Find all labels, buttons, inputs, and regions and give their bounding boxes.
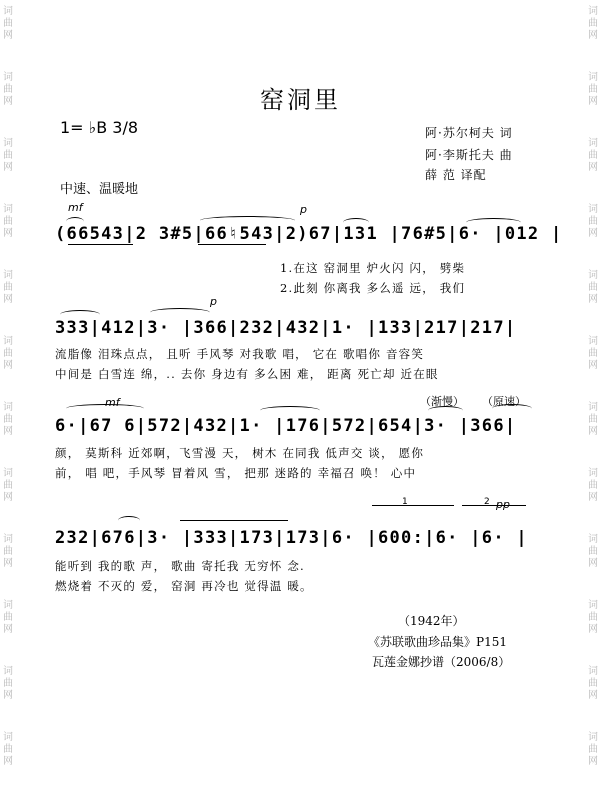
- notation-line: (66543|2 3#5|66♮543|2)67|131 |76#5|6· |012 |: [55, 224, 563, 244]
- watermark-text: 词 曲 网: [3, 534, 13, 569]
- watermark-text: 词 曲 网: [3, 402, 13, 437]
- watermark-text: 词 曲 网: [3, 72, 13, 107]
- volta-1-label: 1: [402, 497, 408, 507]
- tempo-restore: （原速）: [482, 395, 526, 408]
- dynamic-p: p: [210, 295, 217, 308]
- transcriber-note: 瓦莲金娜抄谱（2006/8）: [372, 655, 511, 669]
- watermark-text: 词 曲 网: [588, 534, 598, 569]
- lyric-verse-2: 燃烧着 不灭的 爱， 窑洞 再冷也 觉得温 暖。: [55, 579, 313, 593]
- watermark-text: 词 曲 网: [3, 666, 13, 701]
- watermark-text: 词 曲 网: [3, 468, 13, 503]
- dynamic-mf: mf: [68, 201, 83, 214]
- watermark-text: 词 曲 网: [588, 600, 598, 635]
- slur: [260, 406, 320, 415]
- notation-line: 232|676|3· |333|173|173|6· |600:|6· |6· |: [55, 528, 528, 548]
- lyric-verse-1: 颜， 莫斯科 近郊啊，飞雪漫 天， 树木 在同我 低声交 谈， 愿你: [55, 446, 425, 460]
- composer-credit: 阿·李斯托夫 曲: [425, 148, 513, 162]
- watermark-text: 词 曲 网: [3, 6, 13, 41]
- watermark-text: 词 曲 网: [588, 270, 598, 305]
- volta-2-label: 2: [484, 497, 490, 507]
- notation-line: 6·|67 6|572|432|1· |176|572|654|3· |366|: [55, 416, 517, 436]
- lyricist-credit: 阿·苏尔柯夫 词: [425, 126, 513, 140]
- lyric-verse-1: 1.在这 窑洞里 炉火闪 闪， 劈柴: [280, 261, 466, 275]
- key-signature: 1= ♭B 3/8: [60, 118, 139, 137]
- watermark-text: 词 曲 网: [3, 600, 13, 635]
- lyric-verse-1: 能听到 我的歌 声， 歌曲 寄托我 无穷怀 念.: [55, 559, 305, 573]
- watermark-text: 词 曲 网: [588, 402, 598, 437]
- tempo-slowing: （渐慢）: [420, 395, 464, 408]
- lyric-verse-2: 2.此刻 你离我 多么遥 远， 我们: [280, 281, 466, 295]
- watermark-text: 词 曲 网: [588, 72, 598, 107]
- translator-credit: 薛 范 译配: [425, 168, 487, 182]
- slur: [150, 308, 210, 317]
- song-title: 窑洞里: [260, 86, 341, 114]
- lyric-verse-2: 中间是 白雪连 绵，.. 去你 身边有 多么困 难， 距离 死亡却 近在眼: [55, 367, 439, 381]
- lyric-verse-2: 前， 唱 吧，手风琴 冒着风 雪， 把那 迷路的 幸福召 唤！ 心中: [55, 466, 417, 480]
- slur: [66, 404, 144, 413]
- beam: [68, 244, 133, 245]
- watermark-text: 词 曲 网: [588, 6, 598, 41]
- source-citation: 《苏联歌曲珍品集》P151: [368, 635, 507, 649]
- watermark-text: 词 曲 网: [588, 204, 598, 239]
- dynamic-pp: pp: [496, 498, 510, 511]
- crescendo-hairpin: [180, 520, 288, 521]
- slur: [428, 406, 463, 415]
- watermark-text: 词 曲 网: [588, 138, 598, 173]
- tempo-marking: 中速、温暖地: [60, 182, 139, 197]
- watermark-text: 词 曲 网: [588, 666, 598, 701]
- watermark-text: 词 曲 网: [588, 468, 598, 503]
- dynamic-mf: mf: [105, 396, 120, 409]
- slur: [118, 516, 140, 525]
- watermark-text: 词 曲 网: [3, 732, 13, 767]
- watermark-text: 词 曲 网: [3, 204, 13, 239]
- watermark-text: 词 曲 网: [588, 732, 598, 767]
- notation-line: 333|412|3· |366|232|432|1· |133|217|217|: [55, 318, 517, 338]
- watermark-text: 词 曲 网: [588, 336, 598, 371]
- volta-2-bracket: [462, 505, 526, 506]
- year: （1942年）: [398, 614, 465, 628]
- slur: [492, 404, 532, 413]
- beam: [198, 244, 266, 245]
- watermark-text: 词 曲 网: [3, 336, 13, 371]
- dynamic-p: p: [300, 203, 307, 216]
- volta-1-bracket: [372, 505, 454, 506]
- watermark-text: 词 曲 网: [3, 270, 13, 305]
- watermark-text: 词 曲 网: [3, 138, 13, 173]
- lyric-verse-1: 流脂像 泪珠点点， 且听 手风琴 对我歌 唱， 它在 歌唱你 音容笑: [55, 347, 425, 361]
